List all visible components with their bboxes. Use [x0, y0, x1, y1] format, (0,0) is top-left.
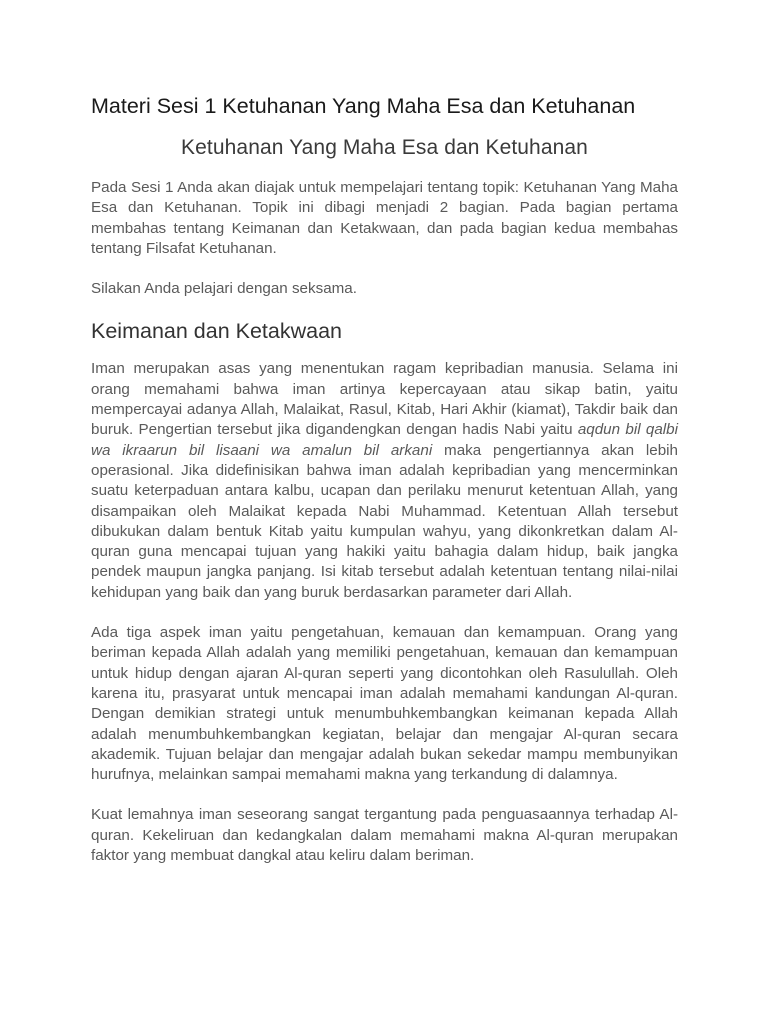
- body-paragraph: Ada tiga aspek iman yaitu pengetahuan, kemauan dan kemampuan. Orang yang beriman kepada Allah adalah yang memiliki pengetahuan, kemauan dan kemampuan untuk hidup dengan ajaran Al-quran seperti yang dicontohkan oleh Rasulullah. Oleh karena itu, prasyarat untuk mencapai iman adalah memahami kandungan Al-quran. Dengan demikian strategi untuk menumbuhkembangkan keimanan kepada Allah adalah menumbuhkembangkan kegiatan, belajar dan mengajar Al-quran secara akademik. Tujuan belajar dan mengajar adalah bukan sekedar mampu membunyikan hurufnya, melainkan sampai memahami makna yang terkandung di dalamnya.: [91, 624, 678, 784]
- body-paragraph: [91, 359, 678, 603]
- document-title: Materi Sesi 1 Ketuhanan Yang Maha Esa dan Ketuhanan: [91, 94, 636, 118]
- intro-paragraph: Silakan Anda pelajari dengan seksama.: [91, 280, 357, 298]
- hadith-quote: aqdun bil qalbi wa ikraarun bil lisaani wa amalun bil arkani: [91, 421, 678, 459]
- body-paragraph: Kuat lemahnya iman seseorang sangat tergantung pada penguasaannya terhadap Al-quran. Kekeliruan dan kedangkalan dalam memahami makna Al-quran merupakan faktor yang membuat dangkal atau keliru dalam beriman.: [91, 806, 678, 865]
- body-text: maka pengertiannya akan lebih operasional. Jika didefinisikan bahwa iman adalah kepribadian yang mencerminkan suatu keterpaduan antara kalbu, ucapan dan perilaku menurut ketentuan Allah, yang disampaikan oleh Malaikat kepada Nabi Muhammad. Ketentuan Allah tersebut dibukukan dalam bentuk Kitab yaitu kumpulan wahyu, yang dikonkretkan dalam Al-quran guna mencapai tujuan yang hakiki yaitu bahagia dalam hidup, baik jangka pendek maupun jangka panjang. Isi kitab tersebut adalah ketentuan tentang nilai-nilai kehidupan yang baik dan yang buruk berdasarkan parameter dari Allah.: [91, 441, 678, 601]
- document-subtitle: Ketuhanan Yang Maha Esa dan Ketuhanan: [181, 136, 588, 159]
- body-text: Iman merupakan asas yang menentukan ragam kepribadian manusia. Selama ini orang memahami bahwa iman artinya kepercayaan atau sikap batin, yaitu mempercayai adanya Allah, Malaikat, Rasul, Kitab, Hari Akhir (kiamat), Takdir baik dan buruk. Pengertian tersebut jika digandengkan dengan hadis Nabi yaitu: [91, 360, 678, 439]
- intro-paragraph: Pada Sesi 1 Anda akan diajak untuk mempelajari tentang topik: Ketuhanan Yang Maha Esa dan Ketuhanan. Topik ini dibagi menjadi 2 bagian. Pada bagian pertama membahas tentang Keimanan dan Ketakwaan, dan pada bagian kedua membahas tentang Filsafat Ketuhanan.: [91, 179, 678, 257]
- section-heading: Keimanan dan Ketakwaan: [91, 319, 343, 344]
